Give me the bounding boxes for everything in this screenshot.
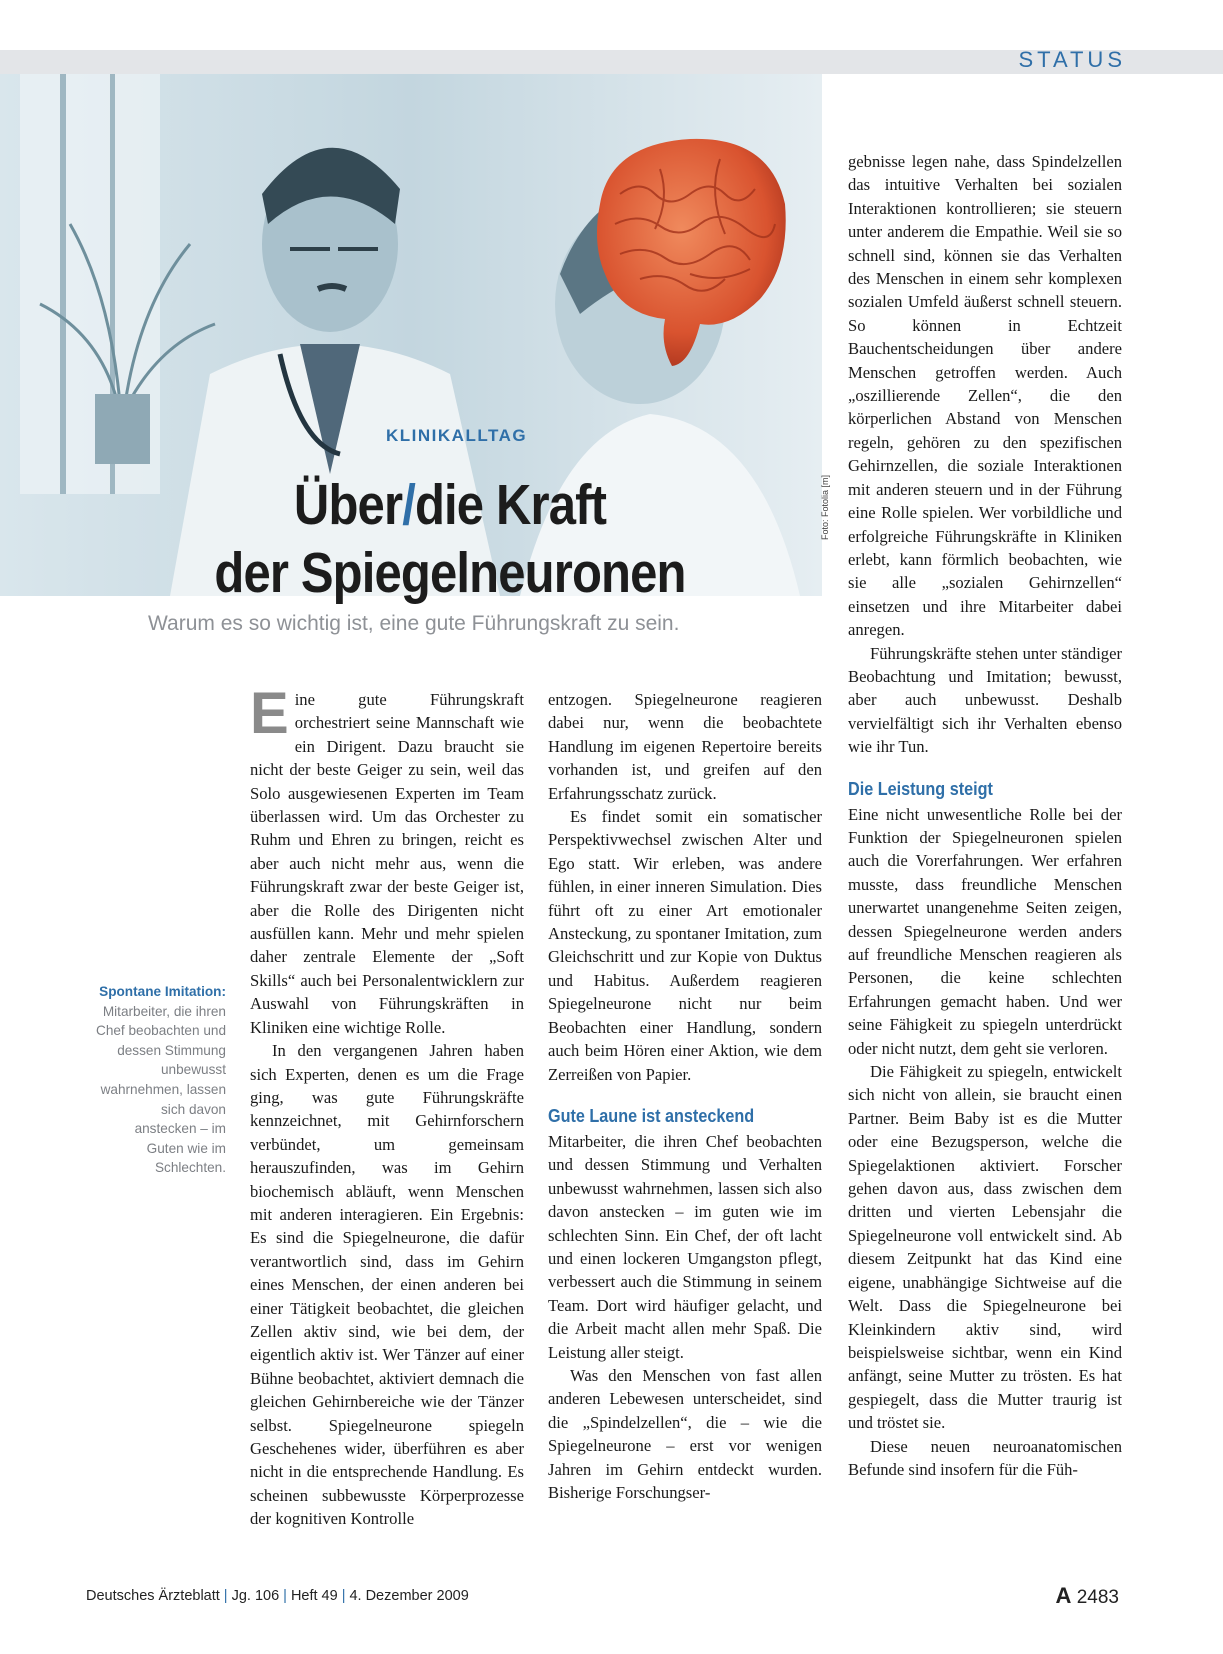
paragraph: gebnisse legen nahe, dass Spindelzellen das intuitive Verhalten bei sozialen Interaktionen kontrollieren; sie steuern unter anderem die Empathie. Weil sie so schnell sind, können sie das Verhalten des Menschen in einem sehr komplexen sozialen Umfeld äußerst schnell steuern. So können in Echtzeit Bauchentscheidungen über andere Menschen getroffen werden. Auch „oszillierende Zellen“, die den körperlichen Abstand von Menschen regeln, gehören zu den spezifischen Gehirnzellen, die soziale Interaktionen mit anderen steuern und in der Führung eine Rolle spielen. Wer vorbildliche und erfolgreiche Führungskräfte in Kliniken erlebt, kann förmlich beobachten, wie sie alle „sozialen Gehirnzellen“ einsetzen und ihre Mitarbeiter dabei anregen. (848, 152, 1122, 640)
paragraph: Die Fähigkeit zu spiegeln, entwickelt sich nicht von allein, sie braucht einen Partner. Beim Baby ist es die Mutter oder eine Bezugsperson, welche die Spiegelaktionen aktiviert. Forscher gehen davon aus, dass zwischen dem dritten und vierten Lebensjahr die Spiegelneurone voll entwickelt sind. Ab diesem Zeitpunkt hat das Kind eine eigene, unabhängige Sichtweise auf die Welt. Dass die Spiegelneurone bei Kleinkindern aktiv sind, wird beispielsweise sichtbar, wenn ein Kind anfängt, seine Mutter zu trösten. Es hat gespiegelt, dass die Mutter traurig ist und tröstet sie. (848, 1062, 1122, 1433)
section-heading: Gute Laune ist ansteckend (548, 1105, 755, 1126)
title-word: die Kraft (414, 473, 607, 537)
article-title-line2: der Spiegelneuronen (214, 541, 686, 605)
title-word: Über (293, 473, 403, 537)
issue-date: 4. Dezember 2009 (349, 1588, 469, 1604)
page-number-value: 2483 (1076, 1587, 1119, 1608)
section-label: STATUS (1018, 47, 1126, 72)
paragraph: Was den Menschen von fast allen anderen Lebewesen unterscheidet, sind die „Spindelzellen“, die – wie die Spiegelneurone – erst vor wenigen Jahren im Gehirn entdeckt wurden. Bisherige Forschungser- (548, 1365, 822, 1502)
footer-separator: | (341, 1588, 346, 1604)
footer-separator: | (223, 1588, 228, 1604)
title-slash: / (402, 473, 415, 537)
article-column-3 (848, 150, 1122, 1481)
article-kicker: KLINIKALLTAG (386, 426, 528, 445)
paragraph (250, 681, 524, 1039)
paragraph: Diese neuen neuroanatomischen Befunde sind insofern für die Füh- (848, 1436, 1122, 1479)
journal-issue: Heft 49 (290, 1588, 338, 1604)
drop-cap: E (250, 681, 289, 746)
page-footer (86, 1588, 469, 1604)
journal-name: Deutsches Ärzteblatt (86, 1588, 220, 1604)
caption-lead: Spontane Imitation: (99, 984, 226, 999)
footer-separator: | (283, 1588, 287, 1604)
caption-text: Mitarbeiter, die ihren Chef beobachten und dessen Stimmung unbewusst wahrnehmen, lassen sich davon anstecken – im Guten wie im Schlechten. (96, 1003, 227, 1176)
paragraph-text: ine gute Führungskraft orchestriert seine Mannschaft wie ein Dirigent. Dazu braucht sie nicht der beste Geiger zu sein, weil das Solo ausgewiesenen Experten im Team überlassen wird. Um das Orchester zu Ruhm und Ehren zu bringen, reicht es aber auch nicht mehr aus, wenn die Führungskraft zwar der beste Geiger ist, aber die Rolle des Dirigenten nicht ausfüllen kann. Mehr und mehr spielen daher zentrale Elemente der „Soft Skills“ auch bei Personalentwicklern zur Auswahl von Führungskräften in Kliniken eine wichtige Rolle. (250, 690, 524, 1037)
article-title-line1 (192, 470, 708, 540)
article-column-2 (548, 688, 822, 1504)
paragraph: entzogen. Spiegelneurone reagieren dabei nur, wenn die beobachtete Handlung im eigenen Repertoire bereits vorhanden ist, und greifen auf den Erfahrungsschatz zurück. (548, 690, 822, 803)
photo-credit: Foto: Fotolia [m] (820, 474, 830, 540)
article-subtitle: Warum es so wichtig ist, eine gute Führungskraft zu sein. (148, 612, 680, 635)
paragraph: Eine nicht unwesentliche Rolle bei der Funktion der Spiegelneuronen spielen auch die Vorerfahrungen. Wer erfahren musste, dass freundliche Menschen unerwartet unangenehme Seiten zeigen, dessen Spiegelneurone werden anders auf freundliche Menschen reagieren als Personen, die keine schlechten Erfahrungen gemacht haben. Und wer seine Fähigkeit zu spiegeln unterdrückt oder nicht nutzt, dem geht sie verloren. (848, 804, 1122, 1058)
paragraph: Es findet somit ein somatischer Perspektivwechsel zwischen Alter und Ego statt. Wir erleben, was andere fühlen, in einer inneren Simulation. Dies führt oft zu einer Art emotionaler Ansteckung, zu spontaner Imitation, zum Gleichschritt und zur Kopie von Duktus und Habitus. Außerdem reagieren Spiegelneurone nicht nur beim Beobachten einer Handlung, sondern auch beim Hören einer Aktion, wie dem Zerreißen von Papier. (548, 807, 822, 1084)
paragraph: In den vergangenen Jahren haben sich Experten, denen es um die Frage ging, was gute Führungskräfte kennzeichnet, mit Gehirnforschern verbündet, um gemeinsam herauszufinden, was im Gehirn biochemisch abläuft, wenn Menschen mit anderen interagieren. Ein Ergebnis: Es sind die Spiegelneurone, die dafür verantwortlich sind, dass im Gehirn eines Menschen, der einen anderen bei einer Tätigkeit beobachtet, die gleichen Zellen aktiv sind, wie bei dem, der eigentlich aktiv ist. Wer Tänzer auf einer Bühne beobachtet, aktiviert demnach die gleichen Gehirnbereiche wie der Tänzer selbst. Spiegelneurone spiegeln Geschehenes wider, überführen es aber nicht in die entsprechende Handlung. Es scheinen subbewusste Körperprozesse der kognitiven Kontrolle (250, 1041, 524, 1529)
section-heading: Die Leistung steigt (848, 778, 993, 799)
journal-volume: Jg. 106 (231, 1588, 280, 1604)
page-number (1056, 1583, 1119, 1609)
article-column-1 (250, 681, 524, 1531)
paragraph: Mitarbeiter, die ihren Chef beobachten und dessen Stimmung und Verhalten unbewusst wahrnehmen, lassen sich also davon anstecken – im guten wie im schlechten Sinn. Ein Chef, der oft lacht und einen lockeren Umgangston pflegt, verbessert auch die Stimmung in seinem Team. Dort wird häufiger gelacht, und die Arbeit macht allen mehr Spaß. Die Leistung aller steigt. (548, 1131, 822, 1362)
photo-caption (96, 982, 226, 1178)
paragraph: Führungskräfte stehen unter ständiger Beobachtung und Imitation; bewusst, aber auch unbewusst. Deshalb vervielfältigt sich ihr Verhalten ebenso wie ihr Tun. (848, 643, 1122, 757)
page-prefix: A (1055, 1583, 1072, 1608)
